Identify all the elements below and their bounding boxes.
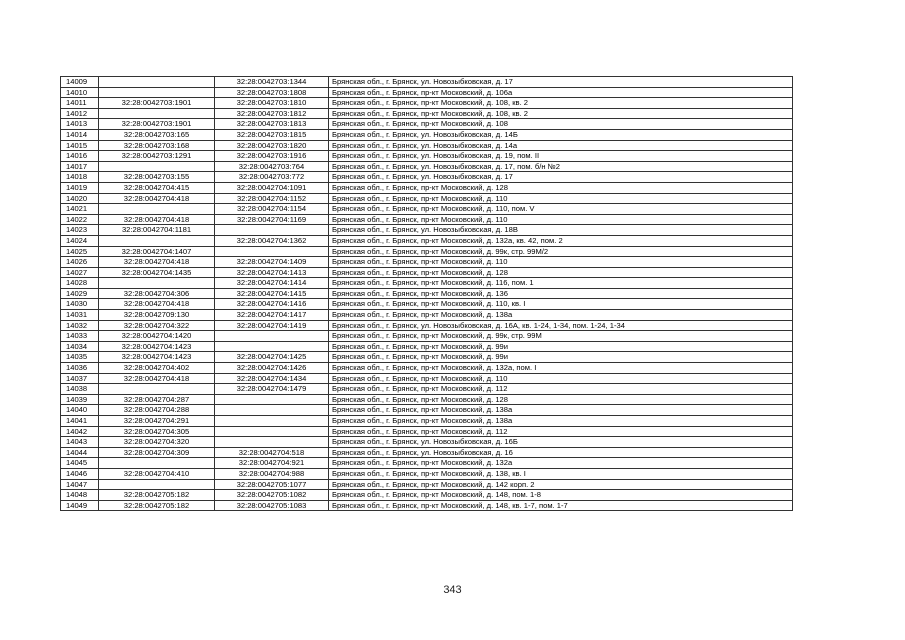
land-cadastral-number-cell: 32:28:0042704:1181 <box>99 225 215 236</box>
object-cadastral-number-cell: 32:28:0042704:1415 <box>215 288 329 299</box>
land-cadastral-number-cell: 32:28:0042704:1423 <box>99 341 215 352</box>
table-row <box>61 246 793 257</box>
row-number-cell: 14045 <box>61 458 99 469</box>
object-cadastral-number-cell <box>215 341 329 352</box>
object-cadastral-number-cell: 32:28:0042704:1425 <box>215 352 329 363</box>
object-cadastral-number-cell: 32:28:0042704:1409 <box>215 257 329 268</box>
row-number-cell: 14036 <box>61 363 99 374</box>
table-row <box>61 182 793 193</box>
address-cell: Брянская обл., г. Брянск, ул. Новозыбковская, д. 17 <box>329 172 793 183</box>
address-cell: Брянская обл., г. Брянск, пр-кт Московский, д. 128 <box>329 182 793 193</box>
object-cadastral-number-cell: 32:28:0042703:1810 <box>215 98 329 109</box>
table-row <box>61 225 793 236</box>
land-cadastral-number-cell <box>99 108 215 119</box>
table-row <box>61 458 793 469</box>
land-cadastral-number-cell <box>99 204 215 215</box>
address-cell: Брянская обл., г. Брянск, пр-кт Московский, д. 110 <box>329 214 793 225</box>
row-number-cell: 14026 <box>61 257 99 268</box>
land-cadastral-number-cell: 32:28:0042704:1420 <box>99 331 215 342</box>
row-number-cell: 14031 <box>61 310 99 321</box>
object-cadastral-number-cell: 32:28:0042704:1434 <box>215 373 329 384</box>
table-row <box>61 140 793 151</box>
land-cadastral-number-cell: 32:28:0042703:168 <box>99 140 215 151</box>
address-cell: Брянская обл., г. Брянск, ул. Новозыбковская, д. 14Б <box>329 129 793 140</box>
address-cell: Брянская обл., г. Брянск, пр-кт Московский, д. 136 <box>329 288 793 299</box>
address-cell: Брянская обл., г. Брянск, пр-кт Московский, д. 106а <box>329 87 793 98</box>
object-cadastral-number-cell <box>215 394 329 405</box>
address-cell: Брянская обл., г. Брянск, ул. Новозыбковская, д. 14а <box>329 140 793 151</box>
row-number-cell: 14035 <box>61 352 99 363</box>
address-cell: Брянская обл., г. Брянск, пр-кт Московский, д. 99и <box>329 341 793 352</box>
address-cell: Брянская обл., г. Брянск, пр-кт Московский, д. 110 <box>329 257 793 268</box>
object-cadastral-number-cell: 32:28:0042704:1091 <box>215 182 329 193</box>
object-cadastral-number-cell: 32:28:0042704:1426 <box>215 363 329 374</box>
row-number-cell: 14043 <box>61 437 99 448</box>
land-cadastral-number-cell: 32:28:0042704:418 <box>99 299 215 310</box>
object-cadastral-number-cell: 32:28:0042705:1083 <box>215 500 329 511</box>
table-row <box>61 320 793 331</box>
address-cell: Брянская обл., г. Брянск, пр-кт Московский, д. 110 <box>329 193 793 204</box>
row-number-cell: 14029 <box>61 288 99 299</box>
row-number-cell: 14028 <box>61 278 99 289</box>
address-cell: Брянская обл., г. Брянск, пр-кт Московский, д. 99к, стр. 99М/2 <box>329 246 793 257</box>
land-cadastral-number-cell <box>99 77 215 88</box>
address-cell: Брянская обл., г. Брянск, пр-кт Московский, д. 110, пом. V <box>329 204 793 215</box>
land-cadastral-number-cell: 32:28:0042704:410 <box>99 468 215 479</box>
table-row <box>61 416 793 427</box>
object-cadastral-number-cell: 32:28:0042704:1169 <box>215 214 329 225</box>
address-cell: Брянская обл., г. Брянск, пр-кт Московский, д. 138, кв. I <box>329 468 793 479</box>
object-cadastral-number-cell: 32:28:0042703:1344 <box>215 77 329 88</box>
row-number-cell: 14032 <box>61 320 99 331</box>
object-cadastral-number-cell: 32:28:0042704:921 <box>215 458 329 469</box>
land-cadastral-number-cell <box>99 278 215 289</box>
row-number-cell: 14023 <box>61 225 99 236</box>
address-cell: Брянская обл., г. Брянск, пр-кт Московский, д. 148, кв. 1-7, пом. 1-7 <box>329 500 793 511</box>
address-cell: Брянская обл., г. Брянск, пр-кт Московский, д. 138а <box>329 416 793 427</box>
land-cadastral-number-cell: 32:28:0042704:418 <box>99 214 215 225</box>
object-cadastral-number-cell: 32:28:0042704:1479 <box>215 384 329 395</box>
table-row <box>61 98 793 109</box>
table-row <box>61 257 793 268</box>
row-number-cell: 14021 <box>61 204 99 215</box>
address-cell: Брянская обл., г. Брянск, ул. Новозыбковская, д. 19, пом. II <box>329 151 793 162</box>
land-cadastral-number-cell <box>99 87 215 98</box>
table-row <box>61 352 793 363</box>
table-row <box>61 490 793 501</box>
object-cadastral-number-cell: 32:28:0042703:1815 <box>215 129 329 140</box>
land-cadastral-number-cell <box>99 384 215 395</box>
land-cadastral-number-cell: 32:28:0042704:415 <box>99 182 215 193</box>
row-number-cell: 14024 <box>61 235 99 246</box>
table-row <box>61 278 793 289</box>
row-number-cell: 14020 <box>61 193 99 204</box>
table-row <box>61 384 793 395</box>
object-cadastral-number-cell <box>215 416 329 427</box>
address-cell: Брянская обл., г. Брянск, пр-кт Московский, д. 138а <box>329 310 793 321</box>
registry-table-body <box>61 77 793 511</box>
table-row <box>61 394 793 405</box>
land-cadastral-number-cell: 32:28:0042704:320 <box>99 437 215 448</box>
object-cadastral-number-cell <box>215 225 329 236</box>
land-cadastral-number-cell <box>99 235 215 246</box>
table-row <box>61 172 793 183</box>
address-cell: Брянская обл., г. Брянск, пр-кт Московский, д. 99к, стр. 99М <box>329 331 793 342</box>
table-row <box>61 119 793 130</box>
land-cadastral-number-cell: 32:28:0042704:1407 <box>99 246 215 257</box>
row-number-cell: 14049 <box>61 500 99 511</box>
address-cell: Брянская обл., г. Брянск, пр-кт Московский, д. 132а, пом. I <box>329 363 793 374</box>
land-cadastral-number-cell: 32:28:0042703:1291 <box>99 151 215 162</box>
land-cadastral-number-cell <box>99 479 215 490</box>
row-number-cell: 14014 <box>61 129 99 140</box>
land-cadastral-number-cell: 32:28:0042704:1423 <box>99 352 215 363</box>
address-cell: Брянская обл., г. Брянск, пр-кт Московский, д. 108, кв. 2 <box>329 98 793 109</box>
row-number-cell: 14015 <box>61 140 99 151</box>
object-cadastral-number-cell: 32:28:0042704:1362 <box>215 235 329 246</box>
address-cell: Брянская обл., г. Брянск, ул. Новозыбковская, д. 18В <box>329 225 793 236</box>
address-cell: Брянская обл., г. Брянск, пр-кт Московский, д. 108, кв. 2 <box>329 108 793 119</box>
table-row <box>61 310 793 321</box>
land-cadastral-number-cell: 32:28:0042705:182 <box>99 500 215 511</box>
object-cadastral-number-cell <box>215 331 329 342</box>
row-number-cell: 14030 <box>61 299 99 310</box>
object-cadastral-number-cell: 32:28:0042704:1417 <box>215 310 329 321</box>
address-cell: Брянская обл., г. Брянск, пр-кт Московский, д. 132а, кв. 42, пом. 2 <box>329 235 793 246</box>
object-cadastral-number-cell: 32:28:0042703:1808 <box>215 87 329 98</box>
table-row <box>61 373 793 384</box>
row-number-cell: 14038 <box>61 384 99 395</box>
row-number-cell: 14019 <box>61 182 99 193</box>
address-cell: Брянская обл., г. Брянск, ул. Новозыбковская, д. 16А, кв. 1-24, 1-34, пом. 1-24, 1-34 <box>329 320 793 331</box>
table-row <box>61 363 793 374</box>
land-cadastral-number-cell: 32:28:0042704:305 <box>99 426 215 437</box>
row-number-cell: 14034 <box>61 341 99 352</box>
row-number-cell: 14033 <box>61 331 99 342</box>
address-cell: Брянская обл., г. Брянск, пр-кт Московский, д. 112 <box>329 426 793 437</box>
row-number-cell: 14012 <box>61 108 99 119</box>
object-cadastral-number-cell <box>215 405 329 416</box>
object-cadastral-number-cell: 32:28:0042703:772 <box>215 172 329 183</box>
address-cell: Брянская обл., г. Брянск, пр-кт Московский, д. 148, пом. 1-8 <box>329 490 793 501</box>
object-cadastral-number-cell: 32:28:0042704:1419 <box>215 320 329 331</box>
table-row <box>61 235 793 246</box>
row-number-cell: 14042 <box>61 426 99 437</box>
row-number-cell: 14047 <box>61 479 99 490</box>
address-cell: Брянская обл., г. Брянск, пр-кт Московский, д. 110 <box>329 373 793 384</box>
object-cadastral-number-cell <box>215 426 329 437</box>
table-row <box>61 447 793 458</box>
row-number-cell: 14009 <box>61 77 99 88</box>
object-cadastral-number-cell: 32:28:0042704:1154 <box>215 204 329 215</box>
page-number: 343 <box>443 584 462 596</box>
land-cadastral-number-cell: 32:28:0042703:165 <box>99 129 215 140</box>
row-number-cell: 14027 <box>61 267 99 278</box>
row-number-cell: 14040 <box>61 405 99 416</box>
table-row <box>61 193 793 204</box>
land-cadastral-number-cell: 32:28:0042704:402 <box>99 363 215 374</box>
table-row <box>61 77 793 88</box>
address-cell: Брянская обл., г. Брянск, пр-кт Московский, д. 112 <box>329 384 793 395</box>
object-cadastral-number-cell: 32:28:0042705:1082 <box>215 490 329 501</box>
object-cadastral-number-cell <box>215 246 329 257</box>
row-number-cell: 14046 <box>61 468 99 479</box>
object-cadastral-number-cell: 32:28:0042704:518 <box>215 447 329 458</box>
address-cell: Брянская обл., г. Брянск, ул. Новозыбковская, д. 16Б <box>329 437 793 448</box>
address-cell: Брянская обл., г. Брянск, пр-кт Московский, д. 128 <box>329 394 793 405</box>
table-row <box>61 426 793 437</box>
row-number-cell: 14022 <box>61 214 99 225</box>
address-cell: Брянская обл., г. Брянск, ул. Новозыбковская, д. 17, пом. б/н №2 <box>329 161 793 172</box>
table-row <box>61 299 793 310</box>
land-cadastral-number-cell: 32:28:0042709:130 <box>99 310 215 321</box>
land-cadastral-number-cell: 32:28:0042704:287 <box>99 394 215 405</box>
land-cadastral-number-cell <box>99 161 215 172</box>
land-cadastral-number-cell: 32:28:0042704:418 <box>99 373 215 384</box>
row-number-cell: 14044 <box>61 447 99 458</box>
land-cadastral-number-cell: 32:28:0042703:1901 <box>99 98 215 109</box>
address-cell: Брянская обл., г. Брянск, пр-кт Московский, д. 128 <box>329 267 793 278</box>
table-row <box>61 214 793 225</box>
object-cadastral-number-cell: 32:28:0042703:1812 <box>215 108 329 119</box>
address-cell: Брянская обл., г. Брянск, пр-кт Московский, д. 138а <box>329 405 793 416</box>
object-cadastral-number-cell: 32:28:0042704:1152 <box>215 193 329 204</box>
table-row <box>61 331 793 342</box>
row-number-cell: 14041 <box>61 416 99 427</box>
row-number-cell: 14011 <box>61 98 99 109</box>
row-number-cell: 14013 <box>61 119 99 130</box>
row-number-cell: 14017 <box>61 161 99 172</box>
land-cadastral-number-cell: 32:28:0042704:288 <box>99 405 215 416</box>
table-row <box>61 108 793 119</box>
address-cell: Брянская обл., г. Брянск, ул. Новозыбковская, д. 17 <box>329 77 793 88</box>
object-cadastral-number-cell: 32:28:0042703:764 <box>215 161 329 172</box>
table-row <box>61 161 793 172</box>
land-cadastral-number-cell: 32:28:0042704:306 <box>99 288 215 299</box>
object-cadastral-number-cell: 32:28:0042704:1414 <box>215 278 329 289</box>
object-cadastral-number-cell <box>215 437 329 448</box>
object-cadastral-number-cell: 32:28:0042703:1813 <box>215 119 329 130</box>
row-number-cell: 14025 <box>61 246 99 257</box>
address-cell: Брянская обл., г. Брянск, пр-кт Московский, д. 99и <box>329 352 793 363</box>
row-number-cell: 14039 <box>61 394 99 405</box>
land-cadastral-number-cell: 32:28:0042705:182 <box>99 490 215 501</box>
row-number-cell: 14037 <box>61 373 99 384</box>
object-cadastral-number-cell: 32:28:0042703:1916 <box>215 151 329 162</box>
table-row <box>61 151 793 162</box>
row-number-cell: 14016 <box>61 151 99 162</box>
land-cadastral-number-cell: 32:28:0042704:291 <box>99 416 215 427</box>
address-cell: Брянская обл., г. Брянск, пр-кт Московский, д. 110, кв. I <box>329 299 793 310</box>
registry-table <box>60 76 793 511</box>
object-cadastral-number-cell: 32:28:0042704:988 <box>215 468 329 479</box>
land-cadastral-number-cell: 32:28:0042704:418 <box>99 193 215 204</box>
land-cadastral-number-cell <box>99 458 215 469</box>
table-row <box>61 405 793 416</box>
table-row <box>61 129 793 140</box>
row-number-cell: 14048 <box>61 490 99 501</box>
table-row <box>61 500 793 511</box>
table-row <box>61 204 793 215</box>
object-cadastral-number-cell: 32:28:0042704:1416 <box>215 299 329 310</box>
land-cadastral-number-cell: 32:28:0042704:309 <box>99 447 215 458</box>
land-cadastral-number-cell: 32:28:0042703:1901 <box>99 119 215 130</box>
land-cadastral-number-cell: 32:28:0042704:1435 <box>99 267 215 278</box>
address-cell: Брянская обл., г. Брянск, ул. Новозыбковская, д. 16 <box>329 447 793 458</box>
table-row <box>61 87 793 98</box>
land-cadastral-number-cell: 32:28:0042704:322 <box>99 320 215 331</box>
address-cell: Брянская обл., г. Брянск, пр-кт Московский, д. 142 корп. 2 <box>329 479 793 490</box>
table-row <box>61 479 793 490</box>
address-cell: Брянская обл., г. Брянск, пр-кт Московский, д. 108 <box>329 119 793 130</box>
address-cell: Брянская обл., г. Брянск, пр-кт Московский, д. 116, пом. 1 <box>329 278 793 289</box>
address-cell: Брянская обл., г. Брянск, пр-кт Московский, д. 132а <box>329 458 793 469</box>
table-row <box>61 468 793 479</box>
object-cadastral-number-cell: 32:28:0042703:1820 <box>215 140 329 151</box>
land-cadastral-number-cell: 32:28:0042704:418 <box>99 257 215 268</box>
row-number-cell: 14010 <box>61 87 99 98</box>
table-row <box>61 437 793 448</box>
table-row <box>61 288 793 299</box>
object-cadastral-number-cell: 32:28:0042705:1077 <box>215 479 329 490</box>
object-cadastral-number-cell: 32:28:0042704:1413 <box>215 267 329 278</box>
land-cadastral-number-cell: 32:28:0042703:155 <box>99 172 215 183</box>
table-row <box>61 267 793 278</box>
table-row <box>61 341 793 352</box>
row-number-cell: 14018 <box>61 172 99 183</box>
